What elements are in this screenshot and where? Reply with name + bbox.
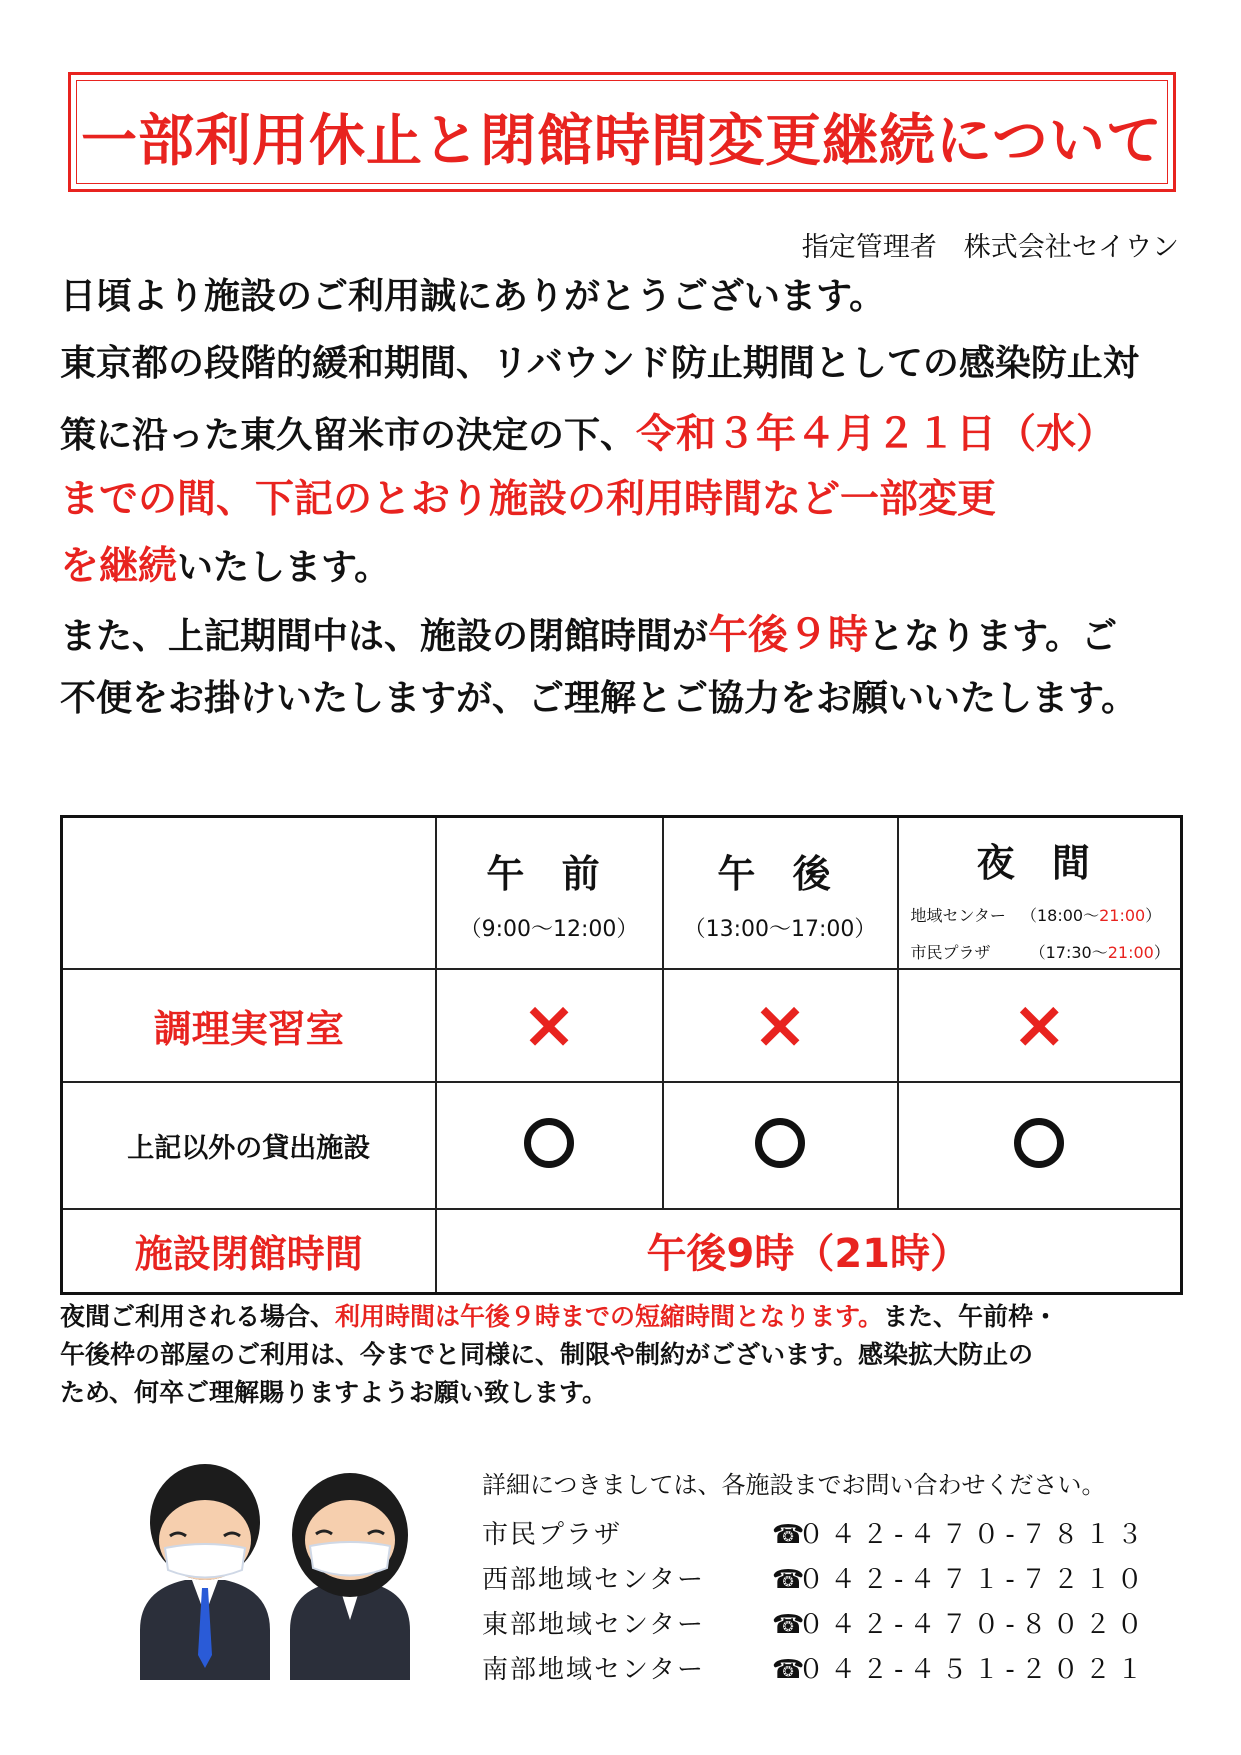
tel-number: ０４２-４５１-２０２１	[798, 1655, 1149, 1685]
bowing-staff-illustration	[130, 1440, 430, 1680]
paragraph1-line4	[60, 535, 1185, 591]
contact-name: 南部地域センター	[482, 1655, 705, 1685]
paragraph2-line2: 不便をお掛けいたしますが、ご理解とご協力をお願いいたします。	[60, 678, 1138, 719]
header-afternoon	[663, 817, 898, 969]
greeting-text: 日頃より施設のご利用誠にありがとうございます。	[60, 276, 886, 317]
cross-mark: ×	[752, 986, 808, 1063]
contact-tel[interactable]	[772, 1559, 1149, 1596]
status-cell	[898, 969, 1182, 1082]
note-line1	[60, 1298, 1190, 1336]
note-line3: ため、何卒ご理解賜りますようお願い致します。	[60, 1378, 608, 1407]
circle-mark	[524, 1118, 574, 1168]
tel-number: ０４２-４７０-８０２０	[798, 1610, 1149, 1640]
contact-name: 市民プラザ	[482, 1520, 623, 1550]
note-line1-plain-b: また、午前枠・	[883, 1302, 1059, 1331]
closing-time-value: 午後9時（21時）	[436, 1209, 1182, 1294]
row-label-closing-time: 施設閉館時間	[62, 1209, 436, 1294]
phone-icon: ☎	[772, 1655, 805, 1685]
contact-row	[482, 1514, 1149, 1559]
circle-mark	[755, 1118, 805, 1168]
row-label-cooking-room: 調理実習室	[62, 969, 436, 1082]
paragraph1-line4-red: を継続	[60, 544, 178, 589]
header-afternoon-label: 午 後	[717, 851, 843, 896]
header-morning-time: （9:00～12:00）	[459, 916, 639, 942]
contact-tel[interactable]	[772, 1649, 1149, 1686]
night-end: ）	[1145, 906, 1162, 925]
woman-figure	[290, 1473, 410, 1680]
paragraph1-line4-plain: いたします。	[177, 547, 391, 588]
table-corner-cell	[62, 817, 436, 969]
table-row	[62, 1082, 1182, 1209]
status-cell	[436, 969, 663, 1082]
table-header-row	[62, 817, 1182, 969]
phone-icon: ☎	[772, 1565, 805, 1595]
schedule-table	[60, 815, 1183, 1295]
table-row	[62, 969, 1182, 1082]
closing-time-highlight: 午後９時	[708, 612, 869, 658]
header-night-label: 夜 間	[976, 841, 1102, 885]
night-time-community-center	[899, 903, 1181, 926]
night-time-civic-plaza	[899, 940, 1181, 963]
man-figure	[140, 1464, 270, 1680]
row-label-other-facilities: 上記以外の貸出施設	[62, 1082, 436, 1209]
contact-tel[interactable]	[772, 1514, 1149, 1551]
table-row	[62, 1209, 1182, 1294]
paragraph1-line1: 東京都の段階的緩和期間、リバウンド防止期間としての感染防止対	[60, 343, 1139, 384]
note-line2: 午後枠の部屋のご利用は、今までと同様に、制限や制約がございます。感染拡大防止の	[60, 1340, 1034, 1369]
status-cell	[663, 969, 898, 1082]
paragraph2-line1	[60, 603, 1185, 660]
paragraph2-line1-plain-b: となります。ご	[868, 616, 1118, 657]
header-afternoon-time: （13:00～17:00）	[683, 916, 877, 942]
note-line1-red: 利用時間は午後９時までの短縮時間となります。	[335, 1302, 884, 1331]
night-place: 地域センター	[910, 906, 1006, 925]
contact-intro: 詳細につきましては、各施設までお問い合わせください。	[482, 1471, 1106, 1499]
cross-mark: ×	[521, 986, 577, 1063]
contact-row	[482, 1649, 1149, 1694]
circle-mark	[1014, 1118, 1064, 1168]
contact-name: 東部地域センター	[482, 1610, 705, 1640]
night-place: 市民プラザ	[910, 943, 991, 962]
header-morning	[436, 817, 663, 969]
title-frame	[68, 72, 1176, 192]
period-end-date: 令和３年４月２１日（水）	[636, 411, 1117, 457]
status-cell	[436, 1082, 663, 1209]
paragraph1-line2	[60, 402, 1185, 459]
page-title: 一部利用休止と閉館時間変更継続について	[81, 109, 1163, 174]
status-cell	[898, 1082, 1182, 1209]
contact-name: 西部地域センター	[482, 1565, 705, 1595]
night-close: 21:00	[1107, 943, 1154, 962]
issuer-text: 指定管理者 株式会社セイウン	[801, 232, 1179, 263]
header-morning-label: 午 前	[486, 851, 612, 896]
tel-number: ０４２-４７０-７８１３	[798, 1520, 1149, 1550]
phone-icon: ☎	[772, 1520, 805, 1550]
phone-icon: ☎	[772, 1610, 805, 1640]
contact-row	[482, 1559, 1149, 1604]
cross-mark: ×	[1011, 986, 1067, 1063]
note-line1-plain-a: 夜間ご利用される場合、	[60, 1302, 336, 1331]
usage-note	[60, 1298, 1190, 1412]
paragraph2-line1-plain-a: また、上記期間中は、施設の閉館時間が	[60, 616, 709, 657]
status-cell	[663, 1082, 898, 1209]
paragraph1-line2-plain: 策に沿った東久留米市の決定の下、	[60, 415, 637, 456]
contact-tel[interactable]	[772, 1604, 1149, 1641]
tel-number: ０４２-４７１-７２１０	[798, 1565, 1149, 1595]
contact-row	[482, 1604, 1149, 1649]
contact-section	[482, 1465, 1149, 1694]
night-end: ）	[1153, 943, 1170, 962]
night-open: （18:00～	[1020, 906, 1100, 925]
paragraph1-line3: までの間、下記のとおり施設の利用時間など一部変更	[60, 477, 997, 522]
header-night	[898, 817, 1182, 969]
night-close: 21:00	[1099, 906, 1146, 925]
night-open: （17:30～	[1029, 943, 1108, 962]
